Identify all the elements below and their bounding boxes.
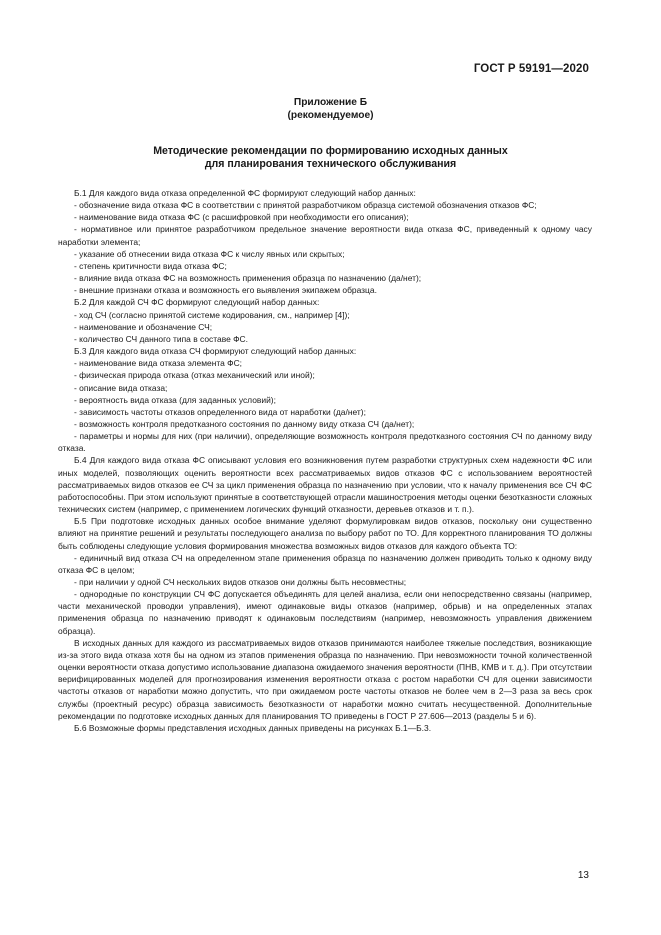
paragraph: Б.5 При подготовке исходных данных особое внимание уделяют формулировкам видов отказов, поскольку они существенно влияют на принятие решений и результаты последующего анализа по выбору работ по ТО. Для корректного планирования ТО должны быть соблюдены следующие условия формирования множества возможных видов отказов для каждого объекта ТО:	[58, 516, 592, 551]
section-title	[0, 145, 661, 171]
standard-header: ГОСТ Р 59191—2020	[473, 63, 589, 75]
paragraph: - влияние вида отказа ФС на возможность применения образца по назначению (да/нет);	[74, 273, 422, 284]
section-title-line-2: для планирования технического обслуживания	[204, 158, 457, 170]
paragraph: - вероятность вида отказа (для заданных условий);	[74, 394, 276, 405]
paragraph: В исходных данных для каждого из рассматриваемых видов отказов принимаются наиболее тяжелые последствия, возникающие из-за этого вида отказа хотя бы на одном из этапов применения образца по назначению. При невозможности точной количественной оценки вероятности отказа допустимо использование диапазона ожидаемого значения вероятности (ПНВ, КМВ и т. д.). При отсутствии верифицированных моделей для прогнозирования изменения вероятности отказа с ростом наработки СЧ для оценки зависимости частоты отказов от наработки можно допустить, что при ожидаемом росте частоты отказов не более чем в 2—3 раза за весь срок службы (проектный ресурс) образца зависимость безотказности от наработки можно считать несущественной. Дополнительные рекомендации по подготовке исходных данных для планирования ТО приведены в ГОСТ Р 27.606—2013 (разделы 5 и 6).	[58, 637, 592, 721]
paragraph: - зависимость частоты отказов определенного вида от наработки (да/нет);	[74, 406, 366, 417]
paragraph: - наименование и обозначение СЧ;	[74, 321, 213, 332]
body-text	[58, 187, 592, 734]
paragraph: - возможность контроля предотказного состояния по данному виду отказа СЧ (да/нет);	[74, 418, 415, 429]
paragraph: - параметры и нормы для них (при наличии), определяющие возможность контроля предотказного состояния СЧ по данному виду отказа.	[58, 431, 592, 454]
paragraph: - нормативное или принятое разработчиком предельное значение вероятности вида отказа ФС, приведенный к одному часу наработки элемента;	[58, 224, 592, 247]
paragraph: - степень критичности вида отказа ФС;	[74, 260, 227, 271]
paragraph: - единичный вид отказа СЧ на определенном этапе применения образца по назначению должен приводить только к одному виду отказа ФС в целом;	[58, 552, 592, 575]
paragraph: - однородные по конструкции СЧ ФС допускается объединять для целей анализа, если они непосредственно связаны (например, части механической проводки управления), имеют одинаковые виды отказов (например, обрыв) и на определенных этапах применения образца по назначению приводят к одинаковым последствиям (например, невозможность управления движением образца).	[58, 589, 592, 636]
paragraph: - обозначение вида отказа ФС в соответствии с принятой разработчиком образца системой обозначения отказов ФС;	[74, 200, 537, 211]
paragraph: - внешние признаки отказа и возможность его выявления экипажем образца.	[74, 285, 377, 296]
paragraph: Б.1 Для каждого вида отказа определенной ФС формируют следующий набор данных:	[74, 188, 416, 198]
page-number: 13	[577, 870, 589, 881]
appendix-heading	[0, 96, 661, 122]
paragraph: - описание вида отказа;	[74, 382, 168, 393]
paragraph: - при наличии у одной СЧ нескольких видов отказов они должны быть несовместны;	[74, 577, 407, 587]
paragraph: - наименование вида отказа ФС (с расшифровкой при необходимости его описания);	[74, 212, 409, 223]
paragraph: Б.6 Возможные формы представления исходных данных приведены на рисунках Б.1—Б.3.	[74, 722, 432, 733]
paragraph: Б.2 Для каждой СЧ ФС формируют следующий набор данных:	[74, 297, 320, 308]
paragraph: - наименование вида отказа элемента ФС;	[74, 358, 243, 369]
paragraph: Б.3 Для каждого вида отказа СЧ формируют следующий набор данных:	[74, 346, 357, 357]
paragraph: Б.4 Для каждого вида отказа ФС описывают условия его возникновения путем разработки структурных схем надежности ФС или иных моделей, позволяющих оценить вероятности всех рассматриваемых видов отказов ФС с использованием вероятностей рассматриваемых видов отказов ее СЧ за цикл применения образца по назначению при условии, что к началу применения все СЧ ФС работоспособны. При этом используют принятые в соответствующей отрасли машиностроения методы оценки безотказности сложных технических систем (например, с применением логических функций отказности, деревьев отказов и т. п.).	[58, 455, 592, 515]
section-title-line-1: Методические рекомендации по формированию исходных данных	[153, 145, 508, 157]
paragraph: - указание об отнесении вида отказа ФС к числу явных или скрытых;	[74, 248, 345, 259]
appendix-subtitle: (рекомендуемое)	[287, 110, 374, 121]
paragraph: - ход СЧ (согласно принятой системе кодирования, см., например [4]);	[74, 309, 350, 320]
paragraph: - количество СЧ данного типа в составе ФС.	[74, 333, 248, 344]
paragraph: - физическая природа отказа (отказ механический или иной);	[74, 370, 315, 381]
appendix-title: Приложение Б	[293, 97, 368, 108]
